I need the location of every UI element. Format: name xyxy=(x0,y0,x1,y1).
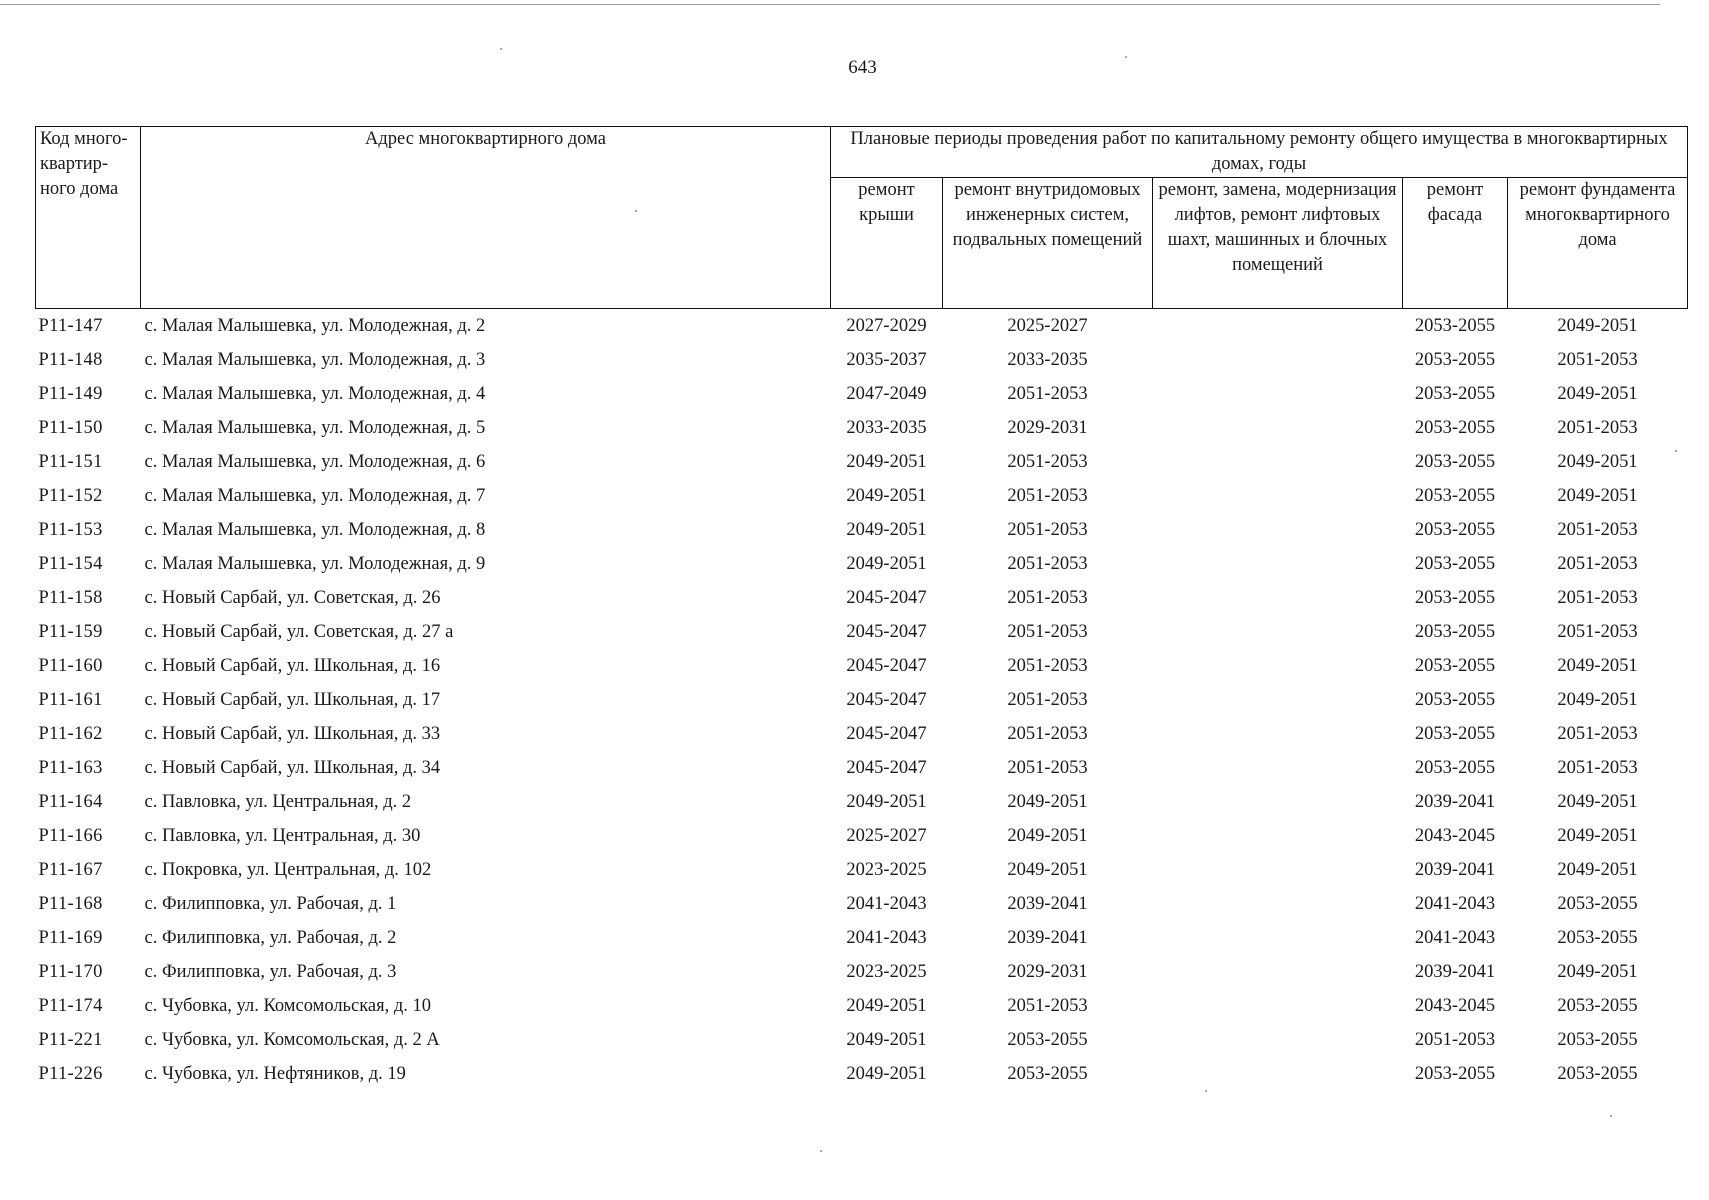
row-foundation-period: 2051-2053 xyxy=(1557,553,1638,574)
row-elevators-period xyxy=(1153,547,1403,581)
row-code: P11-168 xyxy=(38,893,103,914)
table-body xyxy=(36,309,1688,1092)
row-code: P11-170 xyxy=(38,961,103,982)
row-foundation-period: 2053-2055 xyxy=(1557,1063,1638,1084)
row-elevators-period xyxy=(1153,751,1403,785)
row-address: с. Малая Малышевка, ул. Молодежная, д. 7 xyxy=(144,485,486,506)
row-facade-period: 2053-2055 xyxy=(1414,451,1496,472)
row-facade-period: 2053-2055 xyxy=(1414,689,1496,710)
header-roof: ремонт крыши xyxy=(831,178,943,309)
row-elevators-period xyxy=(1153,1057,1403,1091)
row-foundation-period: 2049-2051 xyxy=(1557,655,1638,676)
row-foundation-period: 2049-2051 xyxy=(1557,383,1638,404)
row-roof-period: 2041-2043 xyxy=(846,893,927,914)
row-foundation-period: 2051-2053 xyxy=(1557,757,1638,778)
table-row xyxy=(36,343,1688,377)
row-roof-period: 2045-2047 xyxy=(846,621,927,642)
table-row xyxy=(36,921,1688,955)
row-roof-period: 2049-2051 xyxy=(846,553,927,574)
row-address: с. Павловка, ул. Центральная, д. 30 xyxy=(144,825,421,846)
table-row xyxy=(36,309,1688,344)
row-address: с. Павловка, ул. Центральная, д. 2 xyxy=(144,791,412,812)
row-address: с. Филипповка, ул. Рабочая, д. 1 xyxy=(144,893,397,914)
row-roof-period: 2049-2051 xyxy=(846,519,927,540)
row-engineering-period: 2053-2055 xyxy=(1007,1029,1088,1050)
row-elevators-period xyxy=(1153,819,1403,853)
row-facade-period: 2043-2045 xyxy=(1414,825,1496,846)
table-row xyxy=(36,819,1688,853)
row-engineering-period: 2051-2053 xyxy=(1007,383,1088,404)
row-code: P11-149 xyxy=(38,383,103,404)
row-code: P11-152 xyxy=(38,485,103,506)
row-foundation-period: 2053-2055 xyxy=(1557,893,1638,914)
row-engineering-period: 2051-2053 xyxy=(1007,621,1088,642)
row-roof-period: 2045-2047 xyxy=(846,723,927,744)
row-foundation-period: 2051-2053 xyxy=(1557,519,1638,540)
header-code: Код много-квартир-ного дома xyxy=(36,127,141,309)
row-facade-period: 2053-2055 xyxy=(1414,383,1496,404)
row-roof-period: 2045-2047 xyxy=(846,587,927,608)
row-facade-period: 2053-2055 xyxy=(1414,519,1496,540)
row-code: P11-174 xyxy=(38,995,103,1016)
row-facade-period: 2053-2055 xyxy=(1414,485,1496,506)
row-elevators-period xyxy=(1153,615,1403,649)
header-engineering: ремонт внутридомовых инженерных систем, подвальных помещений xyxy=(943,178,1153,309)
row-code: P11-161 xyxy=(38,689,103,710)
row-elevators-period xyxy=(1153,377,1403,411)
row-facade-period: 2053-2055 xyxy=(1414,655,1496,676)
row-foundation-period: 2051-2053 xyxy=(1557,587,1638,608)
row-roof-period: 2049-2051 xyxy=(846,995,927,1016)
row-code: P11-167 xyxy=(38,859,103,880)
row-engineering-period: 2051-2053 xyxy=(1007,553,1088,574)
table-row xyxy=(36,479,1688,513)
row-elevators-period xyxy=(1153,479,1403,513)
table-row xyxy=(36,751,1688,785)
row-facade-period: 2041-2043 xyxy=(1414,927,1496,948)
row-elevators-period xyxy=(1153,717,1403,751)
scan-speck xyxy=(635,210,637,212)
row-facade-period: 2039-2041 xyxy=(1414,961,1496,982)
row-roof-period: 2047-2049 xyxy=(846,383,927,404)
row-code: P11-163 xyxy=(38,757,103,778)
row-code: P11-147 xyxy=(38,315,103,336)
row-engineering-period: 2051-2053 xyxy=(1007,723,1088,744)
header-elevators: ремонт, замена, модернизация лифтов, ремонт лифтовых шахт, машинных и блочных помещений xyxy=(1153,178,1403,309)
row-code: P11-148 xyxy=(38,349,103,370)
row-address: с. Малая Малышевка, ул. Молодежная, д. 2 xyxy=(144,315,486,336)
row-elevators-period xyxy=(1153,989,1403,1023)
table-row xyxy=(36,1023,1688,1057)
row-elevators-period xyxy=(1153,309,1403,344)
row-elevators-period xyxy=(1153,921,1403,955)
row-engineering-period: 2025-2027 xyxy=(1007,315,1088,336)
row-roof-period: 2049-2051 xyxy=(846,1029,927,1050)
row-facade-period: 2053-2055 xyxy=(1414,349,1496,370)
row-code: P11-164 xyxy=(38,791,103,812)
table-row xyxy=(36,615,1688,649)
row-roof-period: 2045-2047 xyxy=(846,757,927,778)
table-row xyxy=(36,683,1688,717)
row-address: с. Чубовка, ул. Комсомольская, д. 10 xyxy=(144,995,432,1016)
row-roof-period: 2033-2035 xyxy=(846,417,927,438)
row-code: P11-154 xyxy=(38,553,103,574)
row-foundation-period: 2049-2051 xyxy=(1557,689,1638,710)
row-roof-period: 2035-2037 xyxy=(846,349,927,370)
row-elevators-period xyxy=(1153,581,1403,615)
row-facade-period: 2043-2045 xyxy=(1414,995,1496,1016)
table-row xyxy=(36,955,1688,989)
row-elevators-period xyxy=(1153,955,1403,989)
capital-repair-table xyxy=(35,126,1688,1091)
row-roof-period: 2027-2029 xyxy=(846,315,927,336)
row-code: P11-158 xyxy=(38,587,103,608)
row-foundation-period: 2051-2053 xyxy=(1557,723,1638,744)
header-row-1 xyxy=(36,127,1688,178)
row-foundation-period: 2049-2051 xyxy=(1557,961,1638,982)
row-address: с. Филипповка, ул. Рабочая, д. 3 xyxy=(144,961,397,982)
row-engineering-period: 2039-2041 xyxy=(1007,927,1088,948)
row-facade-period: 2053-2055 xyxy=(1414,417,1496,438)
row-roof-period: 2045-2047 xyxy=(846,689,927,710)
row-facade-period: 2041-2043 xyxy=(1414,893,1496,914)
scan-speck xyxy=(1675,450,1677,452)
top-rule xyxy=(0,4,1660,5)
row-engineering-period: 2039-2041 xyxy=(1007,893,1088,914)
row-foundation-period: 2049-2051 xyxy=(1557,791,1638,812)
row-roof-period: 2049-2051 xyxy=(846,1063,927,1084)
row-facade-period: 2053-2055 xyxy=(1414,621,1496,642)
row-elevators-period xyxy=(1153,1023,1403,1057)
row-code: P11-166 xyxy=(38,825,103,846)
row-engineering-period: 2051-2053 xyxy=(1007,485,1088,506)
table-row xyxy=(36,785,1688,819)
row-foundation-period: 2049-2051 xyxy=(1557,451,1638,472)
row-address: с. Малая Малышевка, ул. Молодежная, д. 3 xyxy=(144,349,486,370)
row-elevators-period xyxy=(1153,785,1403,819)
table-row xyxy=(36,547,1688,581)
row-address: с. Малая Малышевка, ул. Молодежная, д. 4 xyxy=(144,383,486,404)
row-engineering-period: 2051-2053 xyxy=(1007,689,1088,710)
row-foundation-period: 2049-2051 xyxy=(1557,825,1638,846)
row-code: P11-162 xyxy=(38,723,103,744)
row-elevators-period xyxy=(1153,649,1403,683)
row-foundation-period: 2051-2053 xyxy=(1557,621,1638,642)
row-code: P11-221 xyxy=(38,1029,103,1050)
row-elevators-period xyxy=(1153,411,1403,445)
row-foundation-period: 2051-2053 xyxy=(1557,417,1638,438)
header-planned-periods: Плановые периоды проведения работ по капитальному ремонту общего имущества в многоквартирных домах, годы xyxy=(831,127,1688,178)
row-address: с. Новый Сарбай, ул. Школьная, д. 16 xyxy=(144,655,441,676)
header-foundation: ремонт фундамента многоквартирного дома xyxy=(1508,178,1688,309)
row-engineering-period: 2051-2053 xyxy=(1007,757,1088,778)
table-row xyxy=(36,1057,1688,1091)
row-engineering-period: 2051-2053 xyxy=(1007,519,1088,540)
row-elevators-period xyxy=(1153,683,1403,717)
table-row xyxy=(36,717,1688,751)
scan-speck xyxy=(1125,56,1127,58)
row-foundation-period: 2053-2055 xyxy=(1557,927,1638,948)
row-facade-period: 2053-2055 xyxy=(1414,1063,1496,1084)
row-roof-period: 2049-2051 xyxy=(846,451,927,472)
row-roof-period: 2023-2025 xyxy=(846,859,927,880)
row-elevators-period xyxy=(1153,445,1403,479)
row-address: с. Новый Сарбай, ул. Советская, д. 27 а xyxy=(144,621,454,642)
row-roof-period: 2023-2025 xyxy=(846,961,927,982)
row-facade-period: 2039-2041 xyxy=(1414,859,1496,880)
row-roof-period: 2041-2043 xyxy=(846,927,927,948)
row-engineering-period: 2051-2053 xyxy=(1007,451,1088,472)
scan-speck xyxy=(500,48,502,50)
page-number: 643 xyxy=(848,57,877,78)
row-address: с. Новый Сарбай, ул. Школьная, д. 17 xyxy=(144,689,441,710)
row-engineering-period: 2049-2051 xyxy=(1007,859,1088,880)
row-engineering-period: 2049-2051 xyxy=(1007,825,1088,846)
table-row xyxy=(36,887,1688,921)
table-row xyxy=(36,411,1688,445)
row-roof-period: 2025-2027 xyxy=(846,825,927,846)
row-elevators-period xyxy=(1153,853,1403,887)
table-row xyxy=(36,445,1688,479)
row-address: с. Новый Сарбай, ул. Школьная, д. 34 xyxy=(144,757,441,778)
row-elevators-period xyxy=(1153,887,1403,921)
header-address: Адрес многоквартирного дома xyxy=(141,127,831,309)
row-engineering-period: 2033-2035 xyxy=(1007,349,1088,370)
row-address: с. Покровка, ул. Центральная, д. 102 xyxy=(144,859,432,880)
row-elevators-period xyxy=(1153,513,1403,547)
row-engineering-period: 2029-2031 xyxy=(1007,961,1088,982)
table-row xyxy=(36,581,1688,615)
scan-speck xyxy=(1205,1090,1207,1092)
row-foundation-period: 2053-2055 xyxy=(1557,995,1638,1016)
row-engineering-period: 2053-2055 xyxy=(1007,1063,1088,1084)
table-row xyxy=(36,853,1688,887)
row-address: с. Филипповка, ул. Рабочая, д. 2 xyxy=(144,927,397,948)
row-code: P11-159 xyxy=(38,621,103,642)
header-facade: ремонт фасада xyxy=(1403,178,1508,309)
row-foundation-period: 2049-2051 xyxy=(1557,315,1638,336)
row-address: с. Новый Сарбай, ул. Советская, д. 26 xyxy=(144,587,441,608)
row-foundation-period: 2049-2051 xyxy=(1557,485,1638,506)
row-facade-period: 2053-2055 xyxy=(1414,587,1496,608)
table-header xyxy=(36,127,1688,309)
row-facade-period: 2051-2053 xyxy=(1414,1029,1496,1050)
row-engineering-period: 2029-2031 xyxy=(1007,417,1088,438)
row-code: P11-160 xyxy=(38,655,103,676)
scan-speck xyxy=(1610,1115,1612,1117)
table-row xyxy=(36,377,1688,411)
row-roof-period: 2045-2047 xyxy=(846,655,927,676)
table-row xyxy=(36,989,1688,1023)
row-code: P11-151 xyxy=(38,451,103,472)
row-address: с. Чубовка, ул. Комсомольская, д. 2 А xyxy=(144,1029,440,1050)
table-row xyxy=(36,649,1688,683)
row-roof-period: 2049-2051 xyxy=(846,485,927,506)
row-address: с. Малая Малышевка, ул. Молодежная, д. 6 xyxy=(144,451,486,472)
row-facade-period: 2053-2055 xyxy=(1414,757,1496,778)
row-address: с. Новый Сарбай, ул. Школьная, д. 33 xyxy=(144,723,441,744)
row-facade-period: 2039-2041 xyxy=(1414,791,1496,812)
row-code: P11-169 xyxy=(38,927,103,948)
row-engineering-period: 2051-2053 xyxy=(1007,587,1088,608)
table-row xyxy=(36,513,1688,547)
row-facade-period: 2053-2055 xyxy=(1414,553,1496,574)
row-code: P11-226 xyxy=(38,1063,103,1084)
row-facade-period: 2053-2055 xyxy=(1414,723,1496,744)
row-engineering-period: 2051-2053 xyxy=(1007,995,1088,1016)
row-foundation-period: 2053-2055 xyxy=(1557,1029,1638,1050)
row-code: P11-150 xyxy=(38,417,103,438)
row-foundation-period: 2049-2051 xyxy=(1557,859,1638,880)
row-foundation-period: 2051-2053 xyxy=(1557,349,1638,370)
row-elevators-period xyxy=(1153,343,1403,377)
scan-speck xyxy=(820,1150,822,1152)
row-address: с. Малая Малышевка, ул. Молодежная, д. 9 xyxy=(144,553,486,574)
row-address: с. Чубовка, ул. Нефтяников, д. 19 xyxy=(144,1063,406,1084)
row-engineering-period: 2051-2053 xyxy=(1007,655,1088,676)
row-facade-period: 2053-2055 xyxy=(1414,315,1496,336)
row-engineering-period: 2049-2051 xyxy=(1007,791,1088,812)
row-address: с. Малая Малышевка, ул. Молодежная, д. 5 xyxy=(144,417,486,438)
row-address: с. Малая Малышевка, ул. Молодежная, д. 8 xyxy=(144,519,486,540)
row-roof-period: 2049-2051 xyxy=(846,791,927,812)
row-code: P11-153 xyxy=(38,519,103,540)
